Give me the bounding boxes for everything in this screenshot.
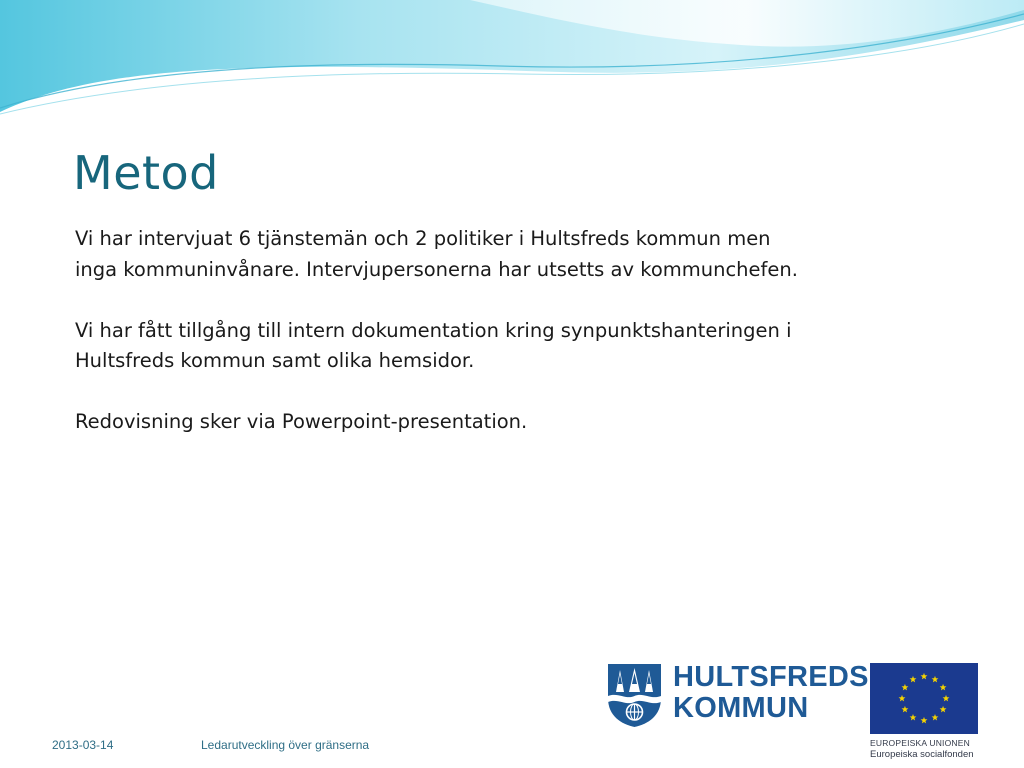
hultsfred-coat-of-arms-icon: [606, 662, 663, 728]
eu-logo: [870, 663, 980, 760]
footer-date: 2013-03-14: [52, 738, 114, 752]
hultsfreds-kommun-logo: [606, 661, 869, 728]
slide-title: Metod: [73, 146, 219, 200]
municipality-name-line1: HULTSFREDS: [673, 661, 869, 693]
eu-flag-icon: [870, 663, 978, 734]
paragraph-line: Redovisning sker via Powerpoint-presentation.: [75, 410, 528, 433]
slide-body: [75, 224, 875, 438]
paragraph-line: inga kommuninvånare. Intervjupersonerna har utsetts av kommunchefen.: [75, 257, 798, 281]
eu-label: EUROPEISKA UNIONEN: [870, 738, 970, 748]
paragraph-line: Vi har intervjuat 6 tjänstemän och 2 politiker i Hultsfreds kommun men: [75, 227, 771, 250]
municipality-name: [673, 662, 869, 724]
paragraph-line: Vi har fått tillgång till intern dokumentation kring synpunktshanteringen i: [75, 318, 792, 342]
paragraph-line: Hultsfreds kommun samt olika hemsidor.: [75, 349, 475, 372]
header-wave-decoration: [0, 0, 1024, 120]
paragraph-spacer: [75, 377, 875, 408]
footer-text: Ledarutveckling över gränserna: [201, 738, 370, 752]
paragraph-spacer: [75, 285, 875, 316]
municipality-name-line2: KOMMUN: [673, 692, 809, 724]
eu-fund-label: Europeiska socialfonden: [870, 749, 974, 760]
